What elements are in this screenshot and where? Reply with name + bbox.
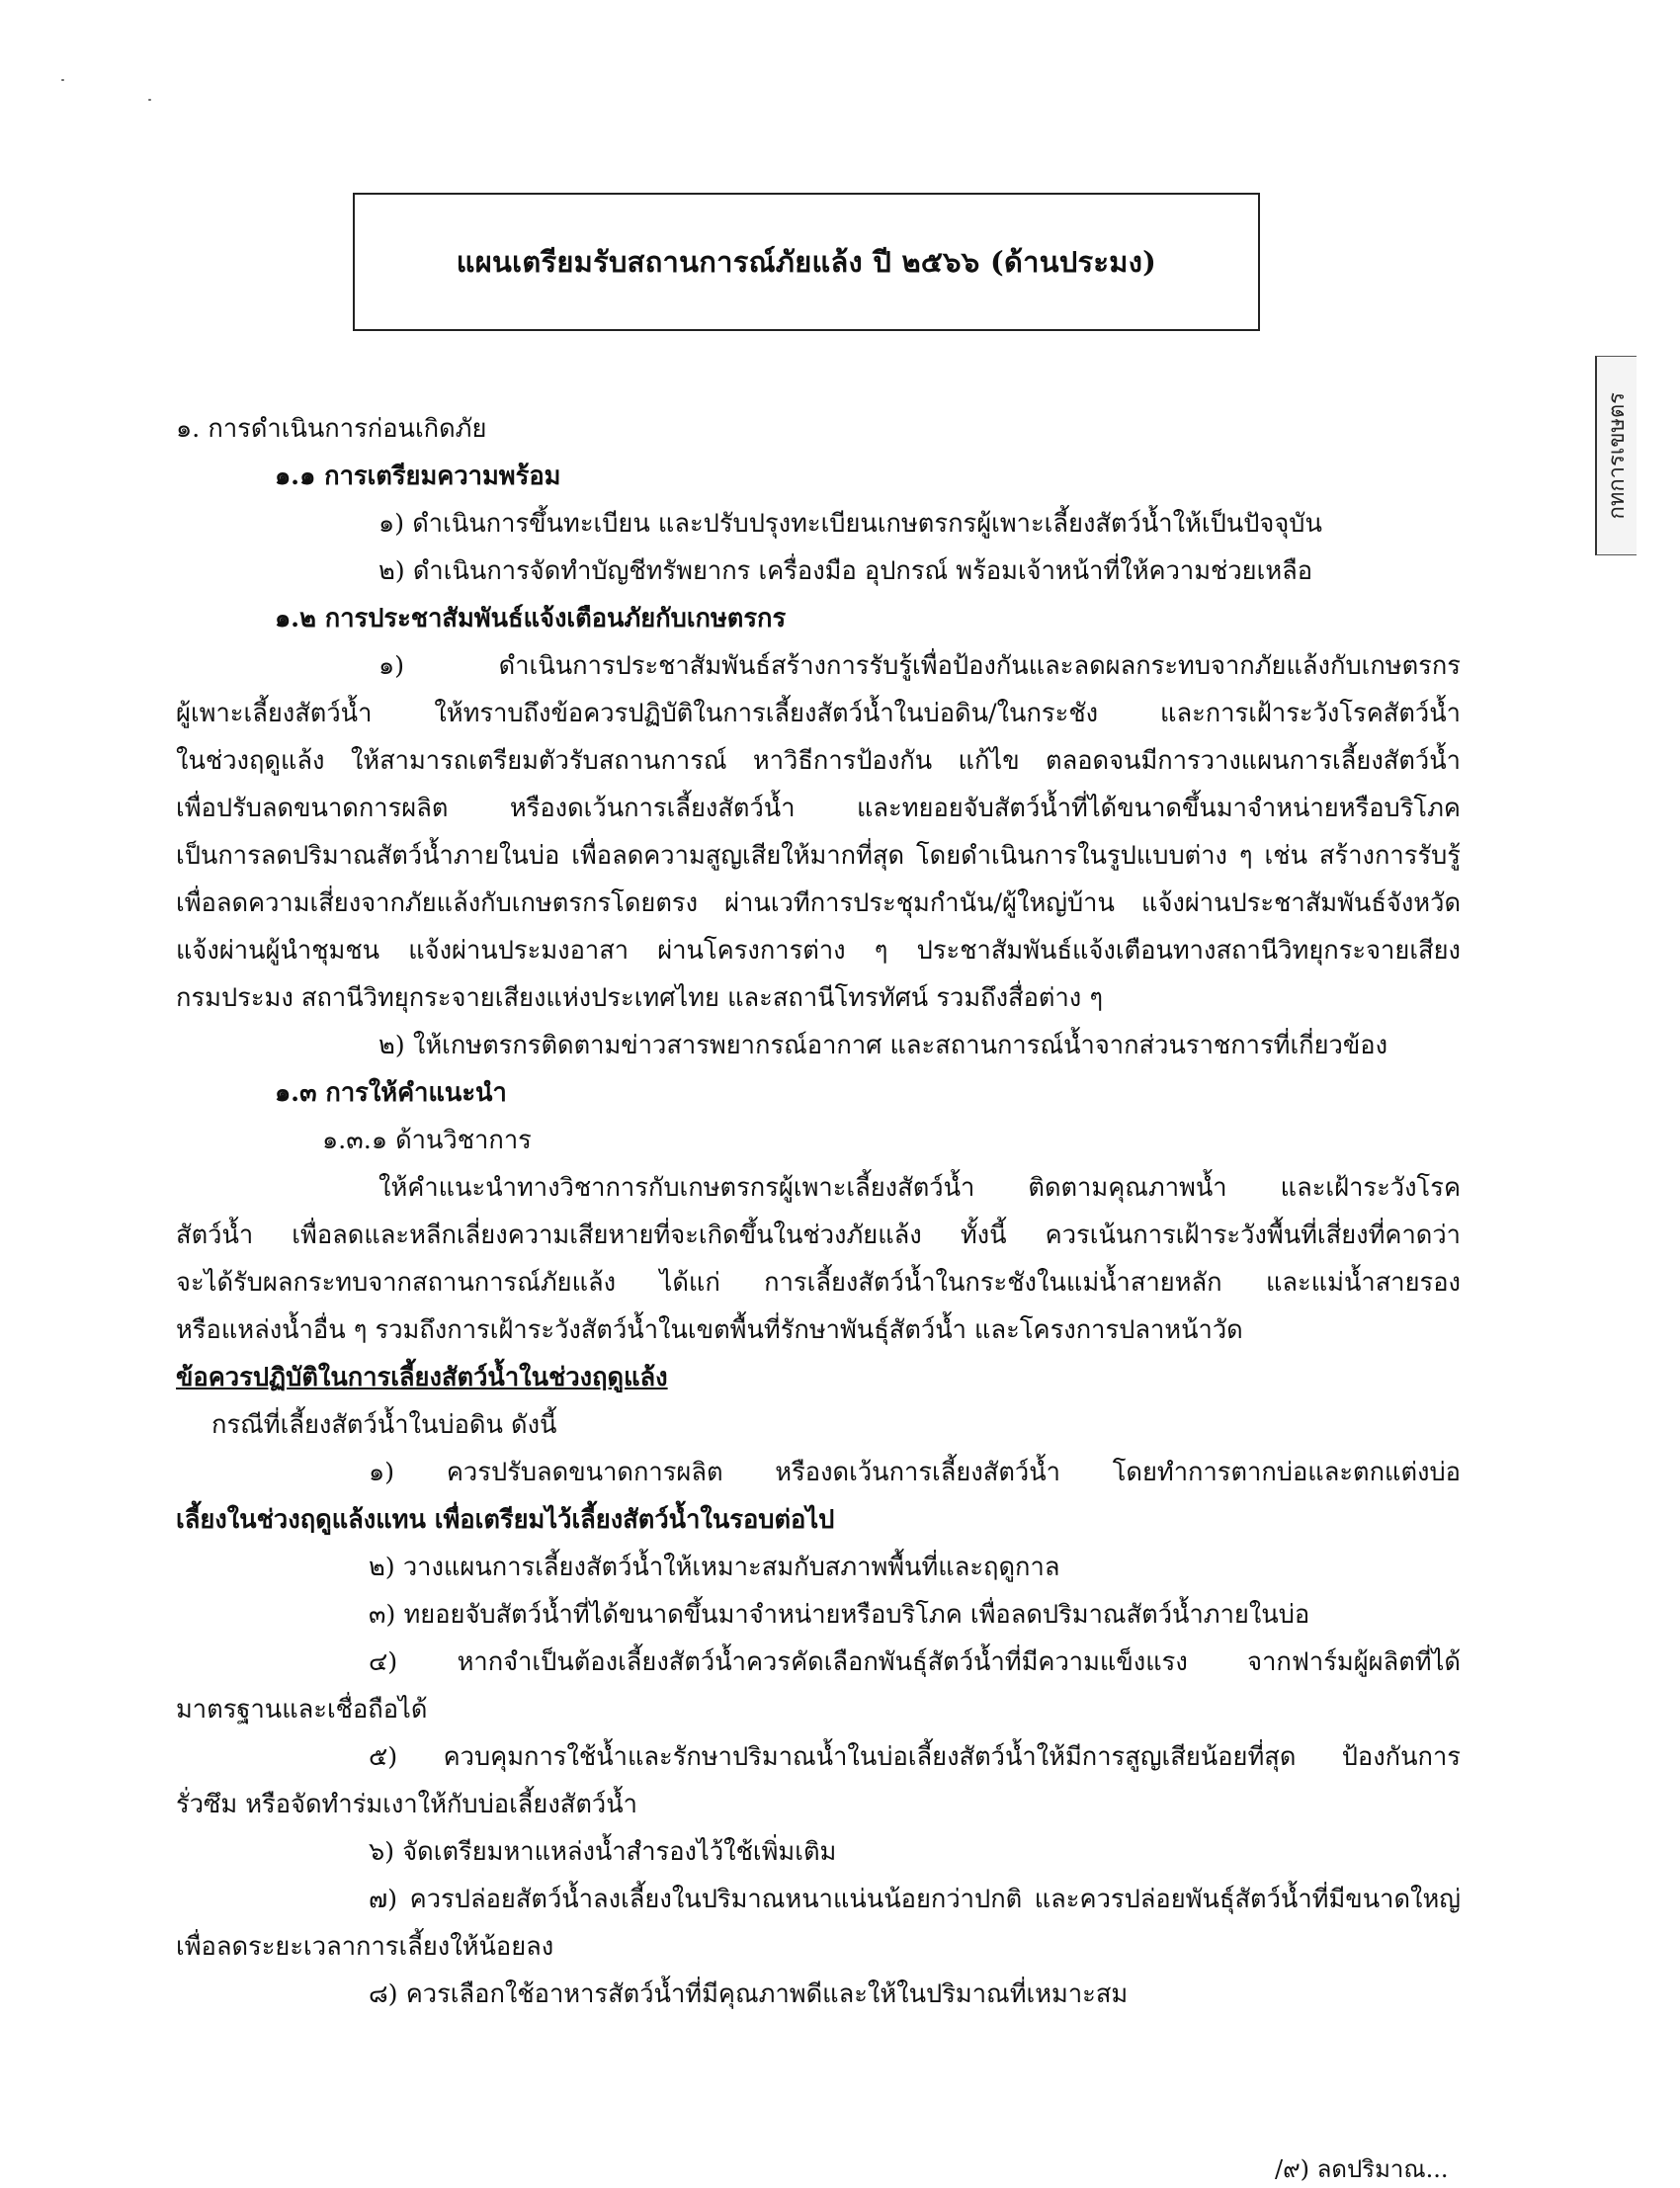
list-item: ๔) หากจำเป็นต้องเลี้ยงสัตว์น้ำควรคัดเลือกพันธุ์สัตว์น้ำที่มีความแข็งแรง จากฟาร์มผู้ผลิตที่ได้ (369, 1647, 1461, 1677)
paragraph-line: เพื่อลดความเสี่ยงจากภัยแล้งกับเกษตรกรโดยตรง ผ่านเวทีการประชุมกำนัน/ผู้ใหญ่บ้าน แจ้งผ่านประชาสัมพันธ์จังหวัด (176, 888, 1461, 918)
list-item: ๗) ควรปล่อยสัตว์น้ำลงเลี้ยงในปริมาณหนาแน่นน้อยกว่าปกติ และควรปล่อยพันธุ์สัตว์น้ำที่มีขนาดใหญ่ (369, 1885, 1461, 1914)
list-item: ๒) วางแผนการเลี้ยงสัตว์น้ำให้เหมาะสมกับสภาพพื้นที่และฤดูกาล (369, 1553, 1060, 1582)
scan-speck (148, 99, 151, 101)
document-title: แผนเตรียมรับสถานการณ์ภัยแล้ง ปี ๒๕๖๖ (ด้านประมง) (456, 245, 1157, 279)
list-item: ๑) ควรปรับลดขนาดการผลิต หรืองดเว้นการเลี้ยงสัตว์น้ำ โดยทำการตากบ่อและตกแต่งบ่อ (369, 1458, 1461, 1487)
subsection-heading: ๑.๒ การประชาสัมพันธ์แจ้งเตือนภัยกับเกษตรกร (275, 604, 787, 633)
subsection-heading: ๑.๓ การให้คำแนะนำ (275, 1078, 507, 1108)
list-item: ๓) ทยอยจับสัตว์น้ำที่ได้ขนาดขึ้นมาจำหน่ายหรือบริโภค เพื่อลดปริมาณสัตว์น้ำภายในบ่อ (369, 1600, 1310, 1630)
title-box (353, 193, 1260, 331)
paragraph-line: สัตว์น้ำ เพื่อลดและหลีกเลี่ยงความเสียหายที่จะเกิดขึ้นในช่วงภัยแล้ง ทั้งนี้ ควรเน้นการเฝ้าระวังพื้นที่เสี่ยงที่คาดว่า (176, 1220, 1461, 1250)
list-item: ๑) ดำเนินการขึ้นทะเบียน และปรับปรุงทะเบียนเกษตรกรผู้เพาะเลี้ยงสัตว์น้ำให้เป็นปัจจุบัน (378, 509, 1322, 539)
paragraph-line: ให้คำแนะนำทางวิชาการกับเกษตรกรผู้เพาะเลี้ยงสัตว์น้ำ ติดตามคุณภาพน้ำ และเฝ้าระวังโรค (378, 1173, 1461, 1203)
scan-speck (61, 79, 64, 81)
paragraph-line: เพื่อปรับลดขนาดการผลิต หรืองดเว้นการเลี้ยงสัตว์น้ำ และทยอยจับสัตว์น้ำที่ได้ขนาดขึ้นมาจำหน่ายหรือบริโภค (176, 794, 1461, 823)
list-item-continuation: มาตรฐานและเชื่อถือได้ (176, 1695, 428, 1725)
list-item-continuation: รั่วซึม หรือจัดทำร่มเงาให้กับบ่อเลี้ยงสัตว์น้ำ (176, 1790, 637, 1819)
subsection-heading: ๑.๑ การเตรียมความพร้อม (275, 462, 561, 491)
list-item: ๖) จัดเตรียมหาแหล่งน้ำสำรองไว้ใช้เพิ่มเติม (369, 1837, 837, 1867)
list-item: ๕) ควบคุมการใช้น้ำและรักษาปริมาณน้ำในบ่อเลี้ยงสัตว์น้ำให้มีการสูญเสียน้อยที่สุด ป้องกันการ (369, 1742, 1461, 1772)
pond-case-label: กรณีที่เลี้ยงสัตว์น้ำในบ่อดิน ดังนี้ (211, 1410, 557, 1440)
subsubsection-heading: ๑.๓.๑ ด้านวิชาการ (322, 1126, 532, 1155)
paragraph-line: ในช่วงฤดูแล้ง ให้สามารถเตรียมตัวรับสถานการณ์ หาวิธีการป้องกัน แก้ไข ตลอดจนมีการวางแผนการเลี้ยงสัตว์น้ำ (176, 746, 1461, 776)
document-body (176, 405, 1461, 2018)
section-heading: ๑. การดำเนินการก่อนเกิดภัย (176, 414, 487, 444)
list-item: ๒) ดำเนินการจัดทำบัญชีทรัพยากร เครื่องมือ อุปกรณ์ พร้อมเจ้าหน้าที่ให้ความช่วยเหลือ (378, 556, 1313, 586)
paragraph-line: จะได้รับผลกระทบจากสถานการณ์ภัยแล้ง ได้แก่ การเลี้ยงสัตว์น้ำในกระชังในแม่น้ำสายหลัก และแม่น้ำสายรอง (176, 1268, 1461, 1298)
paragraph-line: ๑) ดำเนินการประชาสัมพันธ์สร้างการรับรู้เพื่อป้องกันและลดผลกระทบจากภัยแล้งกับเกษตรกร (378, 651, 1461, 681)
list-item-continuation: เลี้ยงในช่วงฤดูแล้งแทน เพื่อเตรียมไว้เลี้ยงสัตว์น้ำในรอบต่อไป (176, 1505, 835, 1535)
guideline-heading: ข้อควรปฏิบัติในการเลี้ยงสัตว์น้ำในช่วงฤดูแล้ง (176, 1363, 668, 1392)
side-tab (1595, 356, 1637, 555)
list-item: ๘) ควรเลือกใช้อาหารสัตว์น้ำที่มีคุณภาพดีและให้ในปริมาณที่เหมาะสม (369, 1979, 1129, 2009)
paragraph-line: แจ้งผ่านผู้นำชุมชน แจ้งผ่านประมงอาสา ผ่านโครงการต่าง ๆ ประชาสัมพันธ์แจ้งเตือนทางสถานีวิทยุกระจายเสียง (176, 936, 1461, 966)
list-item-continuation: เพื่อลดระยะเวลาการเลี้ยงให้น้อยลง (176, 1932, 554, 1962)
paragraph-line: กรมประมง สถานีวิทยุกระจายเสียงแห่งประเทศไทย และสถานีโทรทัศน์ รวมถึงสื่อต่าง ๆ (176, 983, 1104, 1013)
page-continuation: /๙) ลดปริมาณ... (1275, 2155, 1449, 2183)
paragraph-line: เป็นการลดปริมาณสัตว์น้ำภายในบ่อ เพื่อลดความสูญเสียให้มากที่สุด โดยดำเนินการในรูปแบบต่าง ๆ เช่น สร้างการรับรู้ (176, 841, 1461, 871)
side-tab-label: กทการเขษตร (1604, 391, 1630, 520)
list-item: ๒) ให้เกษตรกรติดตามข่าวสารพยากรณ์อากาศ และสถานการณ์น้ำจากส่วนราชการที่เกี่ยวข้อง (378, 1031, 1388, 1060)
paragraph-line: หรือแหล่งน้ำอื่น ๆ รวมถึงการเฝ้าระวังสัตว์น้ำในเขตพื้นที่รักษาพันธุ์สัตว์น้ำ และโครงการปลาหน้าวัด (176, 1315, 1243, 1345)
paragraph-line: ผู้เพาะเลี้ยงสัตว์น้ำ ให้ทราบถึงข้อควรปฏิบัติในการเลี้ยงสัตว์น้ำในบ่อดิน/ในกระชัง และการเฝ้าระวังโรคสัตว์น้ำ (176, 699, 1461, 728)
